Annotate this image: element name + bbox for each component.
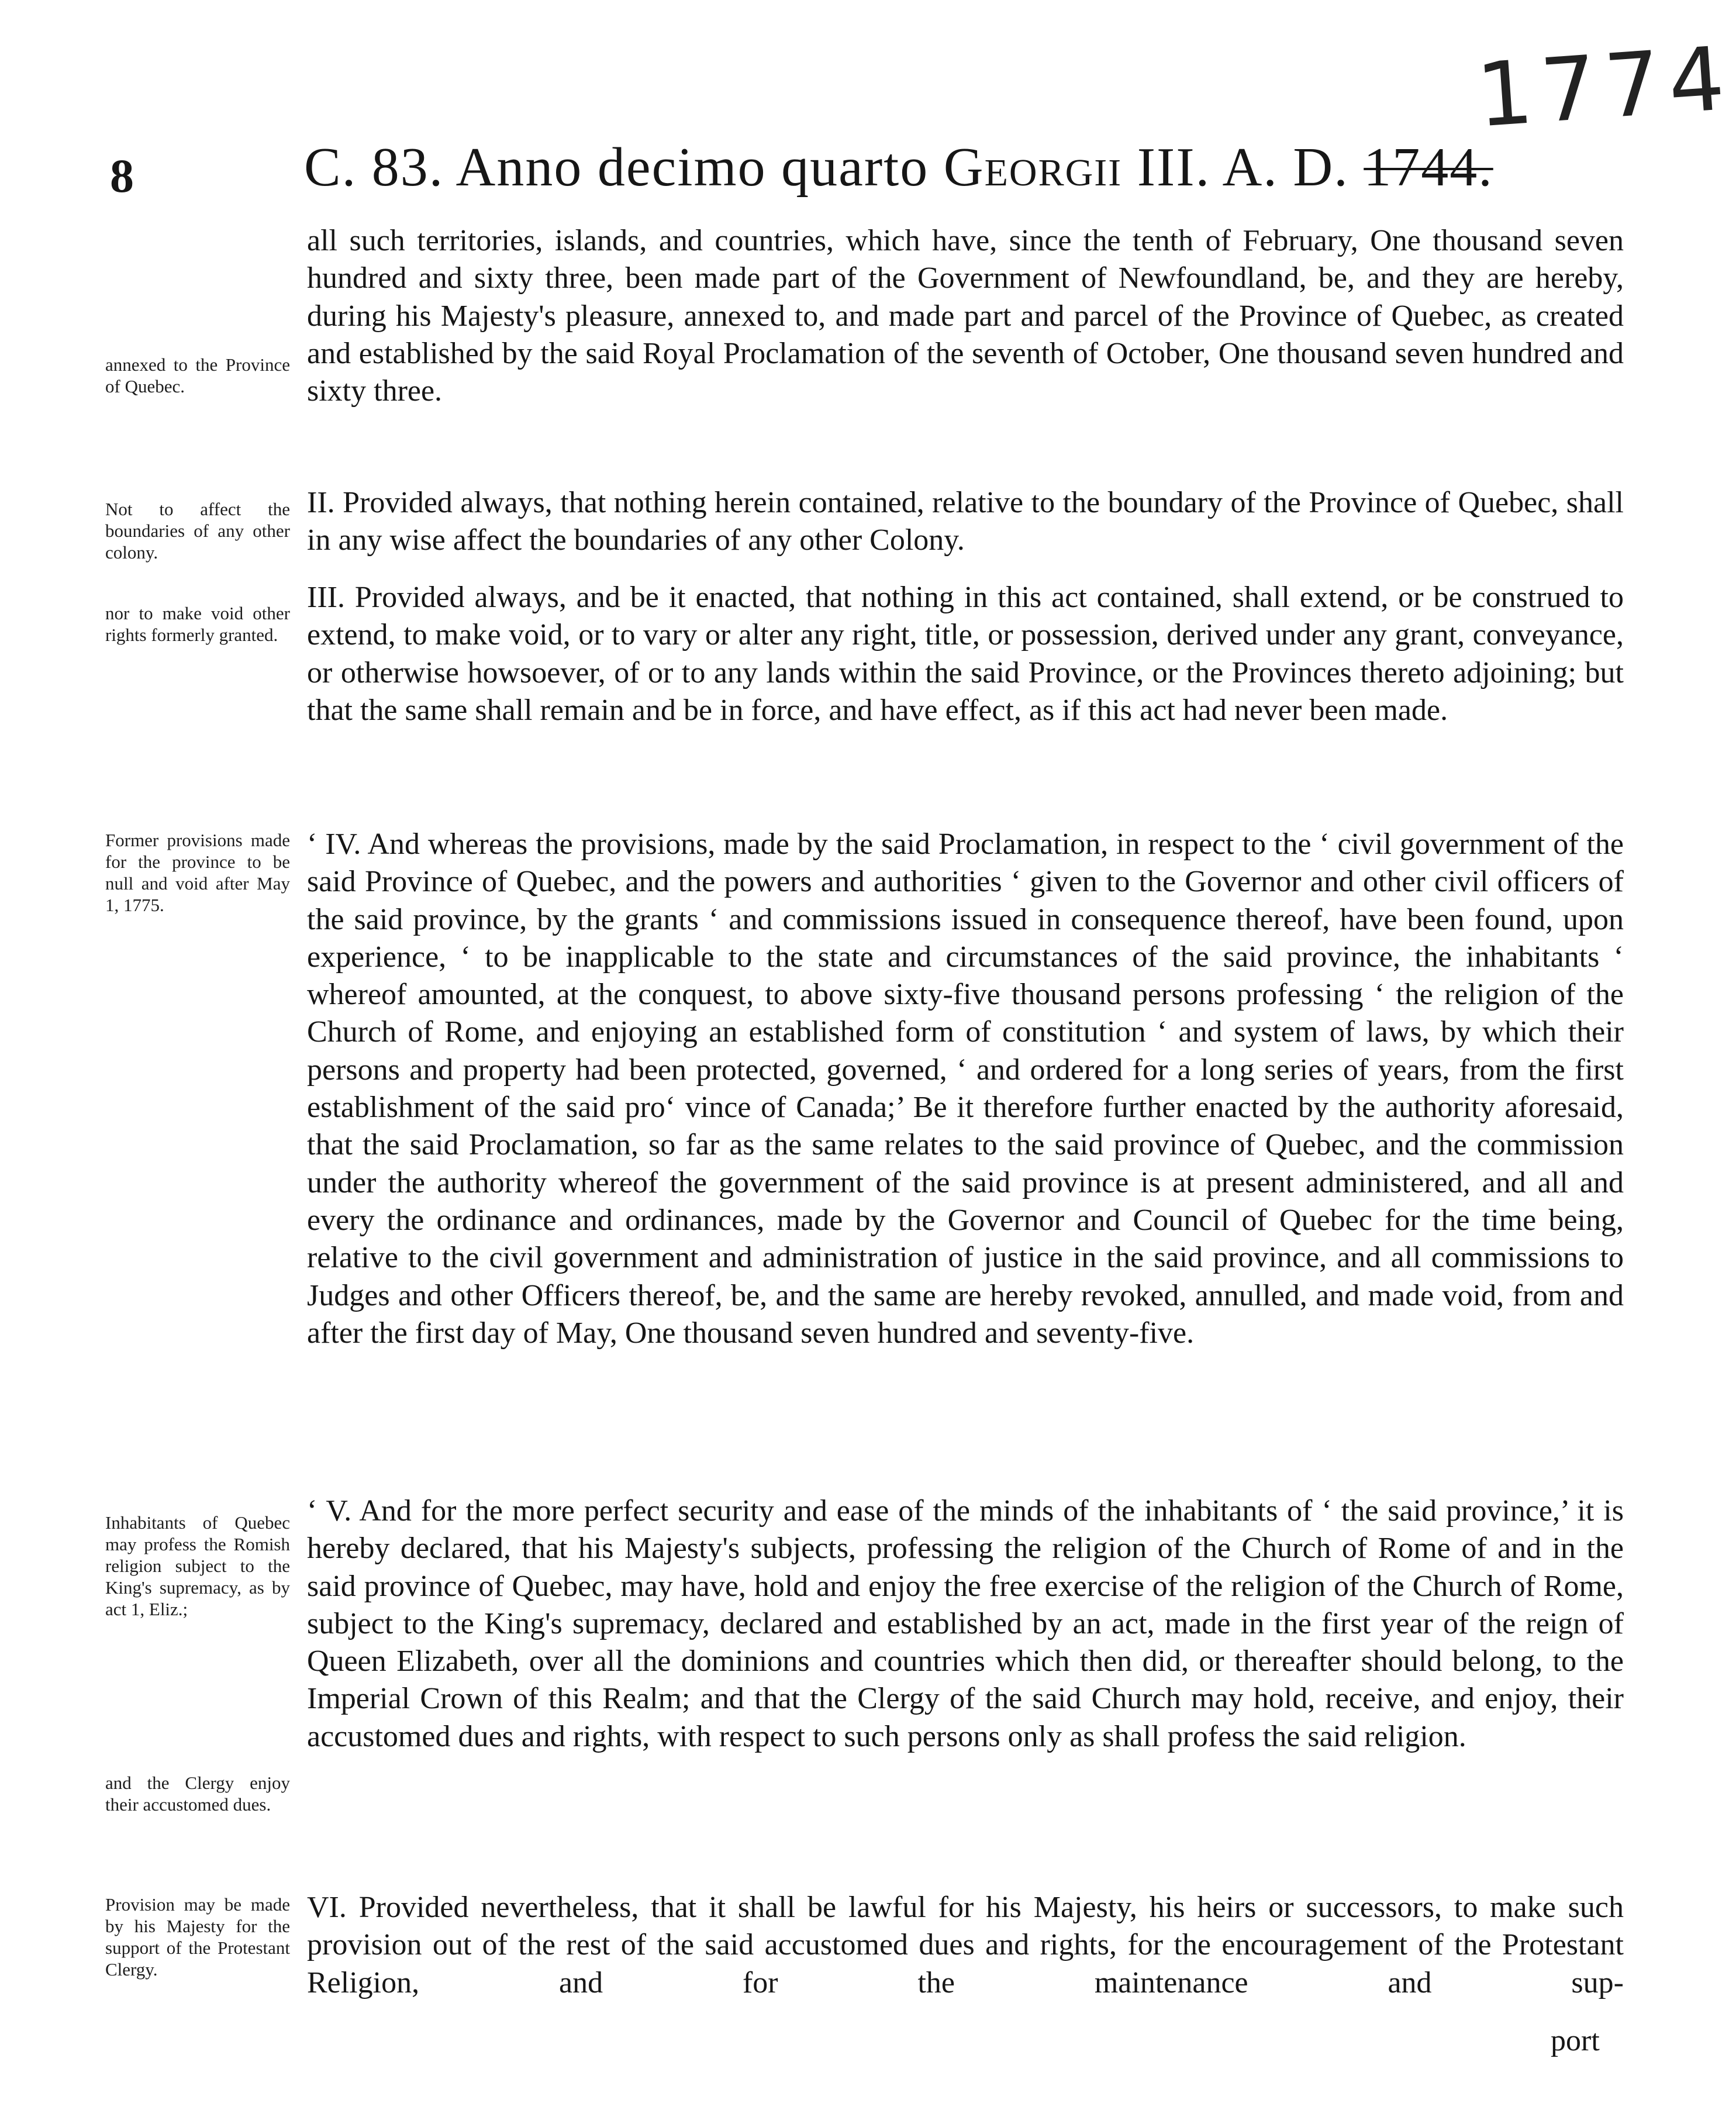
page-number: 8	[110, 149, 134, 202]
margin-note-boundaries: Not to affect the boundaries of any other colony.	[105, 499, 290, 563]
chapter-number: C. 83.	[304, 137, 444, 198]
handwritten-year-annotation: 1774	[1473, 27, 1736, 147]
catchword: port	[1551, 2024, 1600, 2057]
margin-note-clergy-dues: and the Clergy enjoy their accustomed dues.	[105, 1773, 290, 1815]
paragraph-section-6: VI. Provided nevertheless, that it shall be lawful for his Majesty, his heirs or successors, to make such provision out of the rest of the said accustomed dues and rights, for the encouragement of the Protestant Religion, and for the maintenance and sup-	[307, 1891, 1624, 1999]
margin-note-former-provisions: Former provisions made for the province to be null and void after May 1, 1775.	[105, 830, 290, 915]
running-head	[0, 136, 1682, 206]
margin-note-inhabitants: Inhabitants of Quebec may profess the Romish religion subject to the King's supremacy, as by act 1, Eliz.;	[105, 1512, 290, 1619]
paragraph-section-5: ‘ V. And for the more perfect security and ease of the minds of the inhabitants of ‘ the said province,’ it is hereby declared, that his Majesty's subjects, professing the religion of the Church of Rome of and in the said province of Quebec, may have, hold and enjoy the free exercise of the religion of the Church of Rome, subject to the King's supremacy, declared and established by an act, made in the first year of the reign of Queen Elizabeth, over all the dominions and countries which then did, or thereafter should belong, to the Imperial Crown of this Realm; and that the Clergy of the said Church may hold, receive, and enjoy, their accustomed dues and rights, with respect to such persons only as shall profess the said religion.	[307, 1494, 1624, 1753]
paragraph-section-2: II. Provided always, that nothing herein contained, relative to the boundary of the Province of Quebec, shall in any wise affect the boundaries of any other Colony.	[307, 486, 1624, 557]
printed-year: 1744.	[1364, 137, 1493, 198]
title-regnal: III. A. D.	[1137, 137, 1349, 198]
margin-note-annexed: annexed to the Province of Quebec.	[105, 354, 290, 397]
title-anno: Anno decimo quarto	[455, 137, 929, 198]
margin-note-rights: nor to make void other rights formerly granted.	[105, 603, 290, 645]
running-title	[304, 136, 1493, 199]
title-king: Georgii	[943, 137, 1123, 198]
paragraph-section-4: ‘ IV. And whereas the provisions, made by the said Proclamation, in respect to the ‘ civil government of the said Province of Quebec, and the powers and authorities ‘ given to the Governor and other civil officers of the said province, by the grants ‘ and commissions issued in consequence thereof, have been found, upon experience, ‘ to be inapplicable to the state and circumstances of the said province, the inhabitants ‘ whereof amounted, at the conquest, to above sixty-five thousand persons professing ‘ the religion of the Church of Rome, and enjoying an established form of constitution ‘ and system of laws, by which their persons and property had been protected, governed, ‘ and ordered for a long series of years, from the first establishment of the said pro‘ vince of Canada;’ Be it therefore further enacted by the authority aforesaid, that the said Proclamation, so far as the same relates to the said province of Quebec, and the commission under the authority whereof the government of the said province is at present administered, and all and every the ordinance and ordinances, made by the Governor and Council of Quebec for the time being, relative to the civil government and administration of justice in the said province, and all commissions to Judges and other Officers thereof, be, and the same are hereby revoked, annulled, and made void, from and after the first day of May, One thousand seven hundred and seventy-five.	[307, 828, 1624, 1350]
margin-note-protestant-clergy: Provision may be made by his Majesty for the support of the Protestant Clergy.	[105, 1894, 290, 1980]
paragraph-continuation: all such territories, islands, and countries, which have, since the tenth of February, One thousand seven hundred and sixty three, been made part of the Government of Newfoundland, be, and they are hereby, during his Majesty's pleasure, annexed to, and made part and parcel of the Province of Quebec, as created and established by the said Royal Proclamation of the seventh of October, One thousand seven hundred and sixty three.	[307, 224, 1624, 408]
paragraph-section-3: III. Provided always, and be it enacted, that nothing in this act contained, shall extend, or be construed to extend, to make void, or to vary or alter any right, title, or possession, derived under any grant, conveyance, or otherwise howsoever, of or to any lands within the said Province, or the Provinces thereto adjoining; but that the same shall remain and be in force, and have effect, as if this act had never been made.	[307, 581, 1624, 727]
